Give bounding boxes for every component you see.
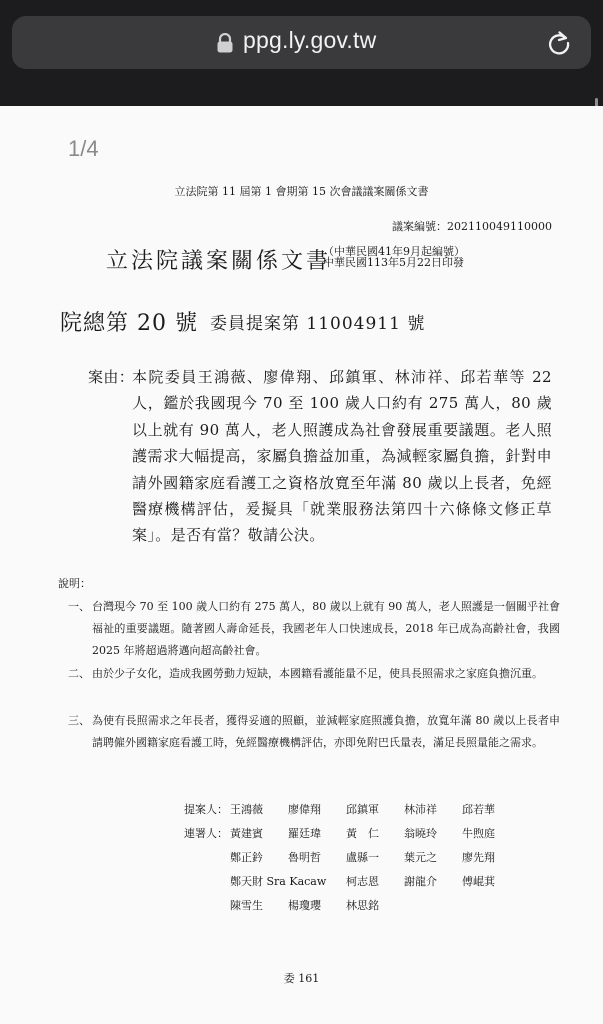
cosigner: 黃建賓 — [230, 827, 263, 840]
date-line-2: 中華民國113年5月22日印發 — [323, 256, 464, 269]
cosigner: 翁曉玲 — [404, 827, 437, 840]
cosigner: 盧縣一 — [346, 851, 379, 864]
item-text: 由於少子女化，造成我國勞動力短缺，本國籍看護能量不足，使具長照需求之家庭負擔沉重。 — [92, 667, 543, 680]
cosigner: 謝龍介 — [404, 875, 437, 888]
lock-icon — [216, 33, 234, 53]
proposer: 廖偉翔 — [288, 803, 321, 816]
proposal-number: 委員提案第 11004911 號 — [210, 314, 426, 334]
url-text[interactable]: ppg.ly.gov.tw — [243, 27, 377, 53]
proposer: 王鴻薇 — [230, 803, 263, 816]
cosigner: 柯志恩 — [346, 875, 379, 888]
cosigner: 葉元之 — [404, 851, 437, 864]
document-header: 立法院第 11 屆第 1 會期第 15 次會議議案關係文書 — [174, 185, 429, 198]
date-line-1: （中華民國41年9月起編號） — [323, 245, 465, 258]
cosigner-label: 連署人： — [184, 827, 228, 840]
case-label: 案由： — [88, 368, 135, 386]
cosigner: 鄭天財 Sra Kacaw — [230, 875, 327, 888]
reload-icon[interactable] — [545, 29, 573, 57]
cosigner: 羅廷瑋 — [288, 827, 321, 840]
proposer: 邱若華 — [462, 803, 495, 816]
cosigner: 黃 仁 — [346, 827, 379, 840]
page-indicator: 1/4 — [68, 136, 99, 161]
item-number: 二、 — [68, 667, 90, 680]
case-text: 本院委員王鴻薇、廖偉翔、邱鎮軍、林沛祥、邱若華等 22 人，鑑於我國現今 70 至 100 歲人口約有 275 萬人，80 歲以上就有 90 萬人，老人照護成為社會發展重要議題。老人照護需求大幅提高，家屬負擔益加重，為減輕家屬負擔，針對申請外國籍家庭看護工之資格放寬至年滿 80 歲以上長者，免經醫療機構評估，爰擬具「就業服務法第四十六條條文修正草案」。是否有當？敬請公決。 — [132, 368, 552, 545]
cosigner: 鄭正鈐 — [230, 851, 263, 864]
cosigner: 牛煦庭 — [462, 827, 495, 840]
cosigner: 傅崐萁 — [462, 875, 495, 888]
print-date — [323, 246, 465, 268]
item-number: 一、 — [68, 600, 90, 613]
item-text: 為使有長照需求之年長者，獲得妥適的照顧，並減輕家庭照護負擔，放寬年滿 80 歲以上長者申請聘僱外國籍家庭看護工時，免經醫療機構評估，亦即免附巴氏量表，滿足長照量能之需求。 — [92, 714, 560, 749]
cosigner: 林思銘 — [346, 899, 379, 912]
cosigner: 楊瓊瓔 — [288, 899, 321, 912]
proposer: 林沛祥 — [404, 803, 437, 816]
cosigner: 陳雪生 — [230, 899, 263, 912]
explanation-label: 說明： — [58, 577, 91, 590]
general-code: 院總第 20 號 — [60, 311, 198, 336]
cosigner: 魯明哲 — [288, 851, 321, 864]
proposer-label: 提案人： — [184, 803, 228, 816]
proposer: 邱鎮軍 — [346, 803, 379, 816]
page-footer: 委 161 — [283, 972, 320, 985]
bill-number: 議案編號：202110049110000 — [392, 220, 552, 233]
item-number: 三、 — [68, 714, 90, 727]
document-title: 立法院議案關係文書 — [106, 249, 332, 274]
cosigner: 廖先翔 — [462, 851, 495, 864]
item-text: 台灣現今 70 至 100 歲人口約有 275 萬人，80 歲以上就有 90 萬人，老人照護是一個關乎社會福祉的重要議題。隨著國人壽命延長，我國老年人口快速成長，2018 年已成為高齡社會，我國 2025 年將超過將邁向超高齡社會。 — [92, 600, 560, 657]
